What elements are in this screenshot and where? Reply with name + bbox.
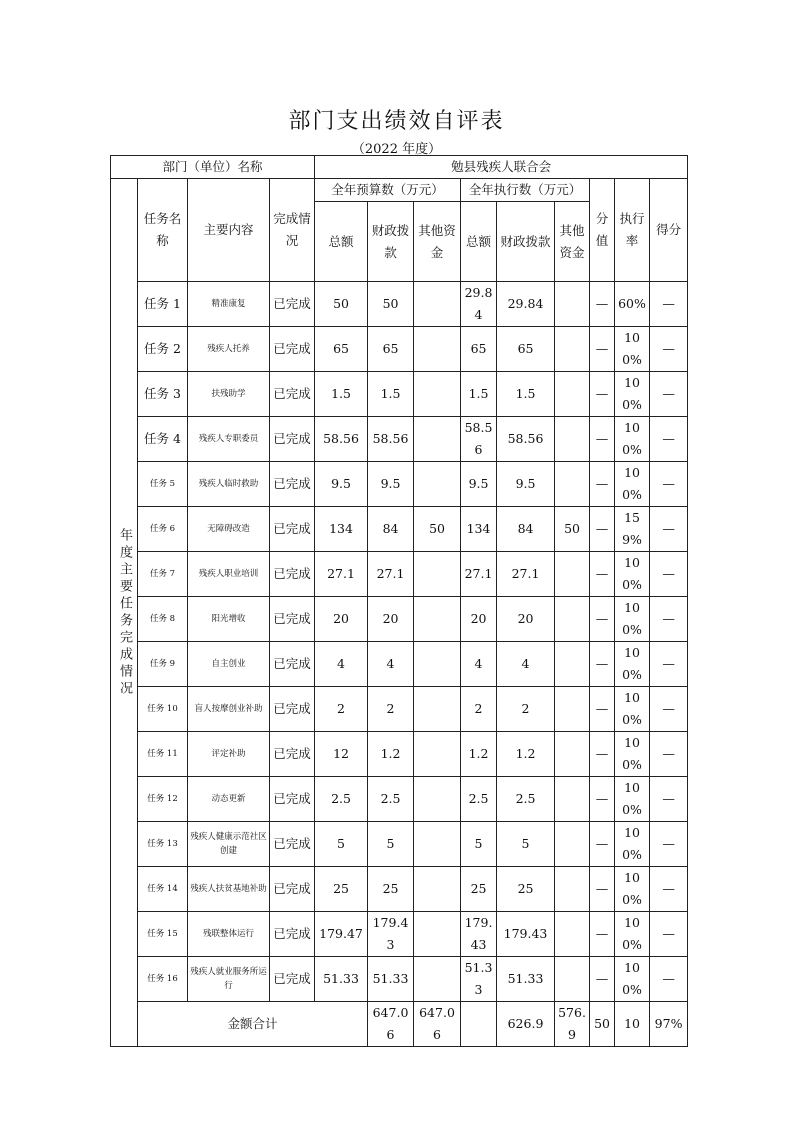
exec-other (555, 912, 590, 957)
task-status: 已完成 (270, 777, 315, 822)
total-b-fiscal: 647.06 (414, 1002, 461, 1047)
budget-other (414, 327, 461, 372)
task-status: 已完成 (270, 597, 315, 642)
budget-fiscal: 27.1 (368, 552, 414, 597)
score-value: — (590, 687, 615, 732)
score-value: — (590, 552, 615, 597)
budget-total: 20 (315, 597, 368, 642)
task-status: 已完成 (270, 642, 315, 687)
table-row (111, 957, 688, 1002)
budget-fiscal: 84 (368, 507, 414, 552)
header-score-value: 分值 (590, 179, 615, 282)
table-row (111, 687, 688, 732)
budget-total: 5 (315, 822, 368, 867)
budget-other (414, 552, 461, 597)
exec-fiscal: 2.5 (497, 777, 555, 822)
budget-total: 134 (315, 507, 368, 552)
exec-other (555, 867, 590, 912)
exec-rate: 100% (615, 417, 650, 462)
task-status: 已完成 (270, 507, 315, 552)
task-status: 已完成 (270, 822, 315, 867)
budget-total: 50 (315, 282, 368, 327)
exec-other (555, 597, 590, 642)
table-row (111, 732, 688, 777)
table-row (111, 552, 688, 597)
total-row (111, 1002, 688, 1047)
exec-fiscal: 27.1 (497, 552, 555, 597)
table-row (111, 777, 688, 822)
budget-other (414, 957, 461, 1002)
score-value: — (590, 417, 615, 462)
budget-total: 12 (315, 732, 368, 777)
exec-fiscal: 51.33 (497, 957, 555, 1002)
table-row (111, 417, 688, 462)
task-content: 评定补助 (188, 732, 270, 777)
task-name: 任务 5 (138, 462, 188, 507)
task-name: 任务 6 (138, 507, 188, 552)
score: — (650, 552, 688, 597)
score-value: — (590, 327, 615, 372)
task-name: 任务 7 (138, 552, 188, 597)
exec-total: 134 (461, 507, 497, 552)
score: — (650, 642, 688, 687)
score-value: — (590, 282, 615, 327)
task-status: 已完成 (270, 957, 315, 1002)
task-content: 扶残助学 (188, 372, 270, 417)
exec-rate: 100% (615, 462, 650, 507)
task-content: 自主创业 (188, 642, 270, 687)
task-content: 残疾人就业服务所运行 (188, 957, 270, 1002)
score: — (650, 417, 688, 462)
task-content: 精准康复 (188, 282, 270, 327)
header-task-name: 任务名称 (138, 179, 188, 282)
score: — (650, 282, 688, 327)
budget-fiscal: 2 (368, 687, 414, 732)
exec-fiscal: 25 (497, 867, 555, 912)
budget-other (414, 732, 461, 777)
exec-rate: 100% (615, 957, 650, 1002)
header-status: 完成情况 (270, 179, 315, 282)
exec-other: 50 (555, 507, 590, 552)
exec-rate: 100% (615, 372, 650, 417)
header-exec-group: 全年执行数（万元） (461, 179, 590, 202)
score-value: — (590, 732, 615, 777)
exec-total: 2 (461, 687, 497, 732)
exec-rate: 100% (615, 822, 650, 867)
budget-other (414, 372, 461, 417)
total-b-other (461, 1002, 497, 1047)
score: — (650, 327, 688, 372)
budget-total: 179.47 (315, 912, 368, 957)
exec-rate: 100% (615, 867, 650, 912)
score: — (650, 912, 688, 957)
exec-rate: 100% (615, 777, 650, 822)
budget-other (414, 282, 461, 327)
header-exec-fiscal: 财政拨款 (497, 202, 555, 282)
dept-label: 部门（单位）名称 (111, 156, 315, 179)
exec-rate: 100% (615, 327, 650, 372)
budget-fiscal: 50 (368, 282, 414, 327)
exec-fiscal: 9.5 (497, 462, 555, 507)
score: — (650, 687, 688, 732)
header-budget-total: 总额 (315, 202, 368, 282)
task-content: 残疾人扶贫基地补助 (188, 867, 270, 912)
task-name: 任务 2 (138, 327, 188, 372)
score-value: — (590, 507, 615, 552)
table-row (111, 507, 688, 552)
budget-fiscal: 1.2 (368, 732, 414, 777)
budget-fiscal: 65 (368, 327, 414, 372)
task-status: 已完成 (270, 417, 315, 462)
exec-total: 4 (461, 642, 497, 687)
task-content: 残疾人托养 (188, 327, 270, 372)
exec-fiscal: 58.56 (497, 417, 555, 462)
task-status: 已完成 (270, 732, 315, 777)
table-row (111, 462, 688, 507)
budget-total: 27.1 (315, 552, 368, 597)
total-b-total: 647.06 (368, 1002, 414, 1047)
task-name: 任务 3 (138, 372, 188, 417)
budget-total: 65 (315, 327, 368, 372)
budget-other (414, 687, 461, 732)
task-name: 任务 14 (138, 867, 188, 912)
header-exec-total: 总额 (461, 202, 497, 282)
budget-total: 9.5 (315, 462, 368, 507)
exec-rate: 100% (615, 687, 650, 732)
budget-total: 4 (315, 642, 368, 687)
exec-other (555, 327, 590, 372)
total-value: 10 (615, 1002, 650, 1047)
table-row (111, 867, 688, 912)
task-name: 任务 8 (138, 597, 188, 642)
header-budget-group: 全年预算数（万元） (315, 179, 461, 202)
score: — (650, 867, 688, 912)
exec-rate: 100% (615, 552, 650, 597)
score: — (650, 822, 688, 867)
total-label: 金额合计 (138, 1002, 368, 1047)
budget-total: 25 (315, 867, 368, 912)
year-subtitle: （2022 年度） (351, 142, 442, 157)
header-exec-other: 其他资金 (555, 202, 590, 282)
header-exec-rate: 执行率 (615, 179, 650, 282)
budget-total: 2 (315, 687, 368, 732)
task-name: 任务 15 (138, 912, 188, 957)
budget-total: 51.33 (315, 957, 368, 1002)
header-score: 得分 (650, 179, 688, 282)
budget-other (414, 912, 461, 957)
score-value: — (590, 372, 615, 417)
exec-other (555, 417, 590, 462)
score: — (650, 372, 688, 417)
exec-other (555, 732, 590, 777)
exec-other (555, 777, 590, 822)
task-name: 任务 16 (138, 957, 188, 1002)
budget-other (414, 417, 461, 462)
task-content: 残疾人临时救助 (188, 462, 270, 507)
exec-fiscal: 29.84 (497, 282, 555, 327)
task-name: 任务 10 (138, 687, 188, 732)
table-row (111, 282, 688, 327)
exec-rate: 100% (615, 597, 650, 642)
table-row (111, 642, 688, 687)
header-row-1 (111, 179, 688, 202)
budget-other (414, 867, 461, 912)
task-status: 已完成 (270, 327, 315, 372)
table-row (111, 912, 688, 957)
exec-total: 1.5 (461, 372, 497, 417)
task-name: 任务 1 (138, 282, 188, 327)
task-name: 任务 11 (138, 732, 188, 777)
exec-total: 65 (461, 327, 497, 372)
score: — (650, 507, 688, 552)
exec-rate: 159% (615, 507, 650, 552)
score-value: — (590, 822, 615, 867)
exec-fiscal: 2 (497, 687, 555, 732)
task-status: 已完成 (270, 462, 315, 507)
exec-fiscal: 5 (497, 822, 555, 867)
score-value: — (590, 867, 615, 912)
total-e-fiscal: 576.9 (555, 1002, 590, 1047)
total-e-total: 626.9 (497, 1002, 555, 1047)
budget-fiscal: 179.43 (368, 912, 414, 957)
task-content: 残疾人专职委员 (188, 417, 270, 462)
budget-other: 50 (414, 507, 461, 552)
task-content: 残疾人健康示范社区创建 (188, 822, 270, 867)
side-label: 年度主要任务完成情况 (111, 179, 138, 1047)
task-content: 动态更新 (188, 777, 270, 822)
budget-fiscal: 9.5 (368, 462, 414, 507)
dept-row (111, 156, 688, 179)
score-value: — (590, 597, 615, 642)
exec-total: 9.5 (461, 462, 497, 507)
budget-fiscal: 25 (368, 867, 414, 912)
score-value: — (590, 642, 615, 687)
budget-total: 2.5 (315, 777, 368, 822)
page-title: 部门支出绩效自评表 (288, 109, 505, 134)
exec-total: 51.33 (461, 957, 497, 1002)
budget-other (414, 777, 461, 822)
total-e-other: 50 (590, 1002, 615, 1047)
budget-total: 58.56 (315, 417, 368, 462)
task-status: 已完成 (270, 912, 315, 957)
budget-fiscal: 4 (368, 642, 414, 687)
table-row (111, 372, 688, 417)
task-content: 阳光增收 (188, 597, 270, 642)
score-value: — (590, 777, 615, 822)
task-status: 已完成 (270, 372, 315, 417)
exec-total: 25 (461, 867, 497, 912)
table-row (111, 327, 688, 372)
budget-fiscal: 20 (368, 597, 414, 642)
score: — (650, 732, 688, 777)
task-content: 残联整体运行 (188, 912, 270, 957)
task-status: 已完成 (270, 687, 315, 732)
budget-fiscal: 2.5 (368, 777, 414, 822)
exec-other (555, 282, 590, 327)
exec-total: 1.2 (461, 732, 497, 777)
exec-fiscal: 179.43 (497, 912, 555, 957)
exec-rate: 100% (615, 732, 650, 777)
exec-total: 2.5 (461, 777, 497, 822)
exec-other (555, 642, 590, 687)
budget-fiscal: 51.33 (368, 957, 414, 1002)
task-content: 盲人按摩创业补助 (188, 687, 270, 732)
exec-fiscal: 65 (497, 327, 555, 372)
score: — (650, 957, 688, 1002)
score-value: — (590, 462, 615, 507)
table-row (111, 597, 688, 642)
budget-fiscal: 5 (368, 822, 414, 867)
task-content: 无障碍改造 (188, 507, 270, 552)
exec-total: 179.43 (461, 912, 497, 957)
exec-fiscal: 1.2 (497, 732, 555, 777)
performance-table (110, 155, 688, 1047)
exec-rate: 100% (615, 912, 650, 957)
budget-other (414, 597, 461, 642)
score: — (650, 597, 688, 642)
exec-fiscal: 4 (497, 642, 555, 687)
dept-name: 勉县残疾人联合会 (315, 156, 688, 179)
budget-fiscal: 1.5 (368, 372, 414, 417)
exec-other (555, 957, 590, 1002)
exec-total: 58.56 (461, 417, 497, 462)
exec-fiscal: 1.5 (497, 372, 555, 417)
exec-total: 20 (461, 597, 497, 642)
exec-rate: 100% (615, 642, 650, 687)
task-content: 残疾人职业培训 (188, 552, 270, 597)
task-name: 任务 9 (138, 642, 188, 687)
task-status: 已完成 (270, 867, 315, 912)
budget-fiscal: 58.56 (368, 417, 414, 462)
budget-total: 1.5 (315, 372, 368, 417)
task-name: 任务 12 (138, 777, 188, 822)
header-budget-fiscal: 财政拨款 (368, 202, 414, 282)
exec-other (555, 552, 590, 597)
exec-other (555, 462, 590, 507)
exec-rate: 60% (615, 282, 650, 327)
budget-other (414, 822, 461, 867)
score: — (650, 462, 688, 507)
exec-other (555, 372, 590, 417)
header-budget-other: 其他资金 (414, 202, 461, 282)
total-rate: 97% (650, 1002, 688, 1047)
score: — (650, 777, 688, 822)
exec-total: 27.1 (461, 552, 497, 597)
task-status: 已完成 (270, 282, 315, 327)
budget-other (414, 642, 461, 687)
table-row (111, 822, 688, 867)
score-value: — (590, 912, 615, 957)
exec-fiscal: 20 (497, 597, 555, 642)
task-status: 已完成 (270, 552, 315, 597)
task-name: 任务 13 (138, 822, 188, 867)
exec-other (555, 822, 590, 867)
exec-total: 5 (461, 822, 497, 867)
exec-fiscal: 84 (497, 507, 555, 552)
exec-other (555, 687, 590, 732)
score-value: — (590, 957, 615, 1002)
budget-other (414, 462, 461, 507)
task-name: 任务 4 (138, 417, 188, 462)
exec-total: 29.84 (461, 282, 497, 327)
header-content: 主要内容 (188, 179, 270, 282)
